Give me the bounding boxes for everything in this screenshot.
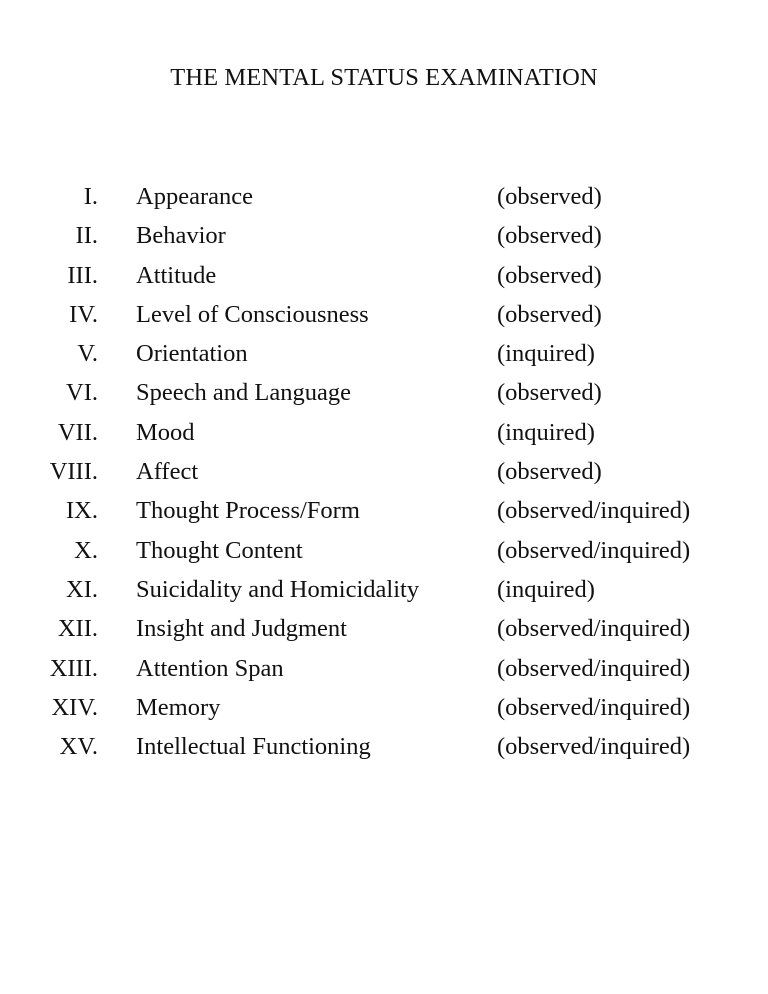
list-item: [0, 259, 768, 298]
list-item: [0, 416, 768, 455]
item-method: (observed/inquired): [497, 733, 691, 761]
item-numeral: XII.: [57, 615, 98, 643]
item-method: (observed): [497, 222, 602, 250]
item-numeral: VII.: [57, 418, 98, 446]
list-item: [0, 494, 768, 533]
item-name: Mood: [136, 418, 195, 446]
item-name: Thought Content: [136, 536, 303, 564]
item-numeral: I.: [83, 183, 98, 210]
list-item: [0, 376, 768, 415]
item-method: (inquired): [497, 340, 595, 368]
item-method: (observed/inquired): [497, 615, 691, 643]
item-numeral: V.: [77, 340, 98, 368]
item-numeral: VI.: [66, 379, 98, 407]
item-method: (observed/inquired): [497, 536, 691, 564]
list-item: [0, 652, 768, 691]
item-name: Intellectual Functioning: [136, 733, 371, 761]
item-numeral: II.: [75, 222, 98, 250]
item-numeral: XV.: [59, 733, 98, 761]
list-item: [0, 337, 768, 376]
item-name: Attention Span: [136, 654, 284, 682]
item-name: Level of Consciousness: [136, 300, 369, 328]
list-item: [0, 455, 768, 494]
item-numeral: XIV.: [51, 693, 98, 721]
item-name: Behavior: [136, 222, 226, 250]
item-numeral: III.: [67, 261, 98, 289]
item-numeral: IV.: [69, 300, 98, 328]
item-method: (observed): [497, 261, 602, 289]
item-method: (inquired): [497, 575, 595, 603]
list-item: [0, 612, 768, 651]
list-item: [0, 730, 768, 769]
item-method: (observed/inquired): [497, 497, 691, 525]
item-method: (observed/inquired): [497, 693, 691, 721]
item-method: (observed): [497, 300, 602, 328]
item-name: Speech and Language: [136, 379, 351, 407]
item-numeral: XI.: [66, 575, 98, 603]
item-name: Appearance: [136, 183, 253, 210]
item-method: (observed/inquired): [497, 654, 691, 682]
item-method: (observed): [497, 183, 602, 210]
item-name: Affect: [136, 458, 199, 486]
item-numeral: XIII.: [49, 654, 98, 682]
page-title: THE MENTAL STATUS EXAMINATION: [170, 64, 598, 91]
examination-list: [0, 180, 768, 769]
item-name: Memory: [136, 693, 221, 721]
item-name: Insight and Judgment: [136, 615, 347, 643]
item-name: Orientation: [136, 340, 248, 368]
list-item: [0, 219, 768, 258]
item-numeral: IX.: [66, 497, 98, 525]
item-name: Thought Process/Form: [136, 497, 360, 525]
list-item: [0, 180, 768, 219]
item-method: (observed): [497, 379, 602, 407]
item-name: Attitude: [136, 261, 217, 289]
list-item: [0, 534, 768, 573]
item-method: (inquired): [497, 418, 595, 446]
list-item: [0, 691, 768, 730]
item-method: (observed): [497, 458, 602, 486]
list-item: [0, 573, 768, 612]
item-numeral: VIII.: [49, 458, 98, 486]
list-item: [0, 298, 768, 337]
item-numeral: X.: [74, 536, 98, 564]
item-name: Suicidality and Homicidality: [136, 575, 420, 603]
